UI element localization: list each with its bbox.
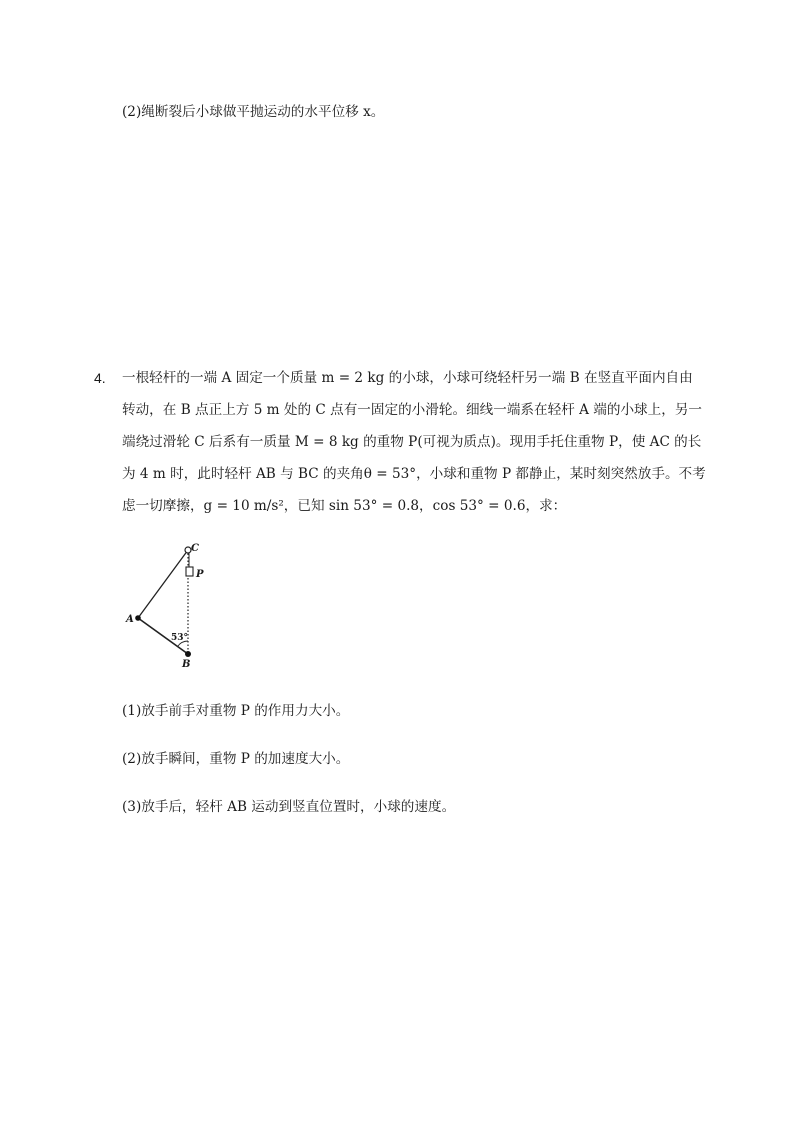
question-part-2: (2)放手瞬间，重物 P 的加速度大小。 xyxy=(122,751,350,767)
angle-label: 53° xyxy=(171,633,189,643)
pivot-b xyxy=(185,651,191,657)
ball-a xyxy=(135,615,141,621)
prev-question-part-2: (2)绳断裂后小球做平抛运动的水平位移 x。 xyxy=(122,104,385,120)
weight-p xyxy=(186,567,193,576)
string-ca xyxy=(138,550,188,618)
label-b: B xyxy=(182,659,191,670)
question-text-line-1: 一根轻杆的一端 A 固定一个质量 m = 2 kg 的小球，小球可绕轻杆另一端 B 在竖直平面内自由 xyxy=(122,370,693,386)
question-text-line-3: 端绕过滑轮 C 后系有一质量 M = 8 kg 的重物 P(可视为质点)。现用手托住重物 P，使 AC 的长 xyxy=(122,434,702,450)
question-part-3: (3)放手后，轻杆 AB 运动到竖直位置时，小球的速度。 xyxy=(122,799,456,815)
question-part-1: (1)放手前手对重物 P 的作用力大小。 xyxy=(122,703,350,719)
label-a: A xyxy=(126,614,134,625)
label-c: C xyxy=(191,543,199,554)
question-text-line-5: 虑一切摩擦，g = 10 m/s²，已知 sin 53° = 0.8，cos 53° = 0.6，求： xyxy=(122,498,567,514)
question-number: 4. xyxy=(94,370,106,386)
question-text-line-4: 为 4 m 时，此时轻杆 AB 与 BC 的夹角θ = 53°，小球和重物 P 都静止，某时刻突然放手。不考 xyxy=(122,466,706,482)
label-p: P xyxy=(196,569,204,580)
rod-pulley-diagram xyxy=(118,536,218,672)
question-text-line-2: 转动，在 B 点正上方 5 m 处的 C 点有一固定的小滑轮。细线一端系在轻杆 A 端的小球上，另一 xyxy=(122,402,703,418)
